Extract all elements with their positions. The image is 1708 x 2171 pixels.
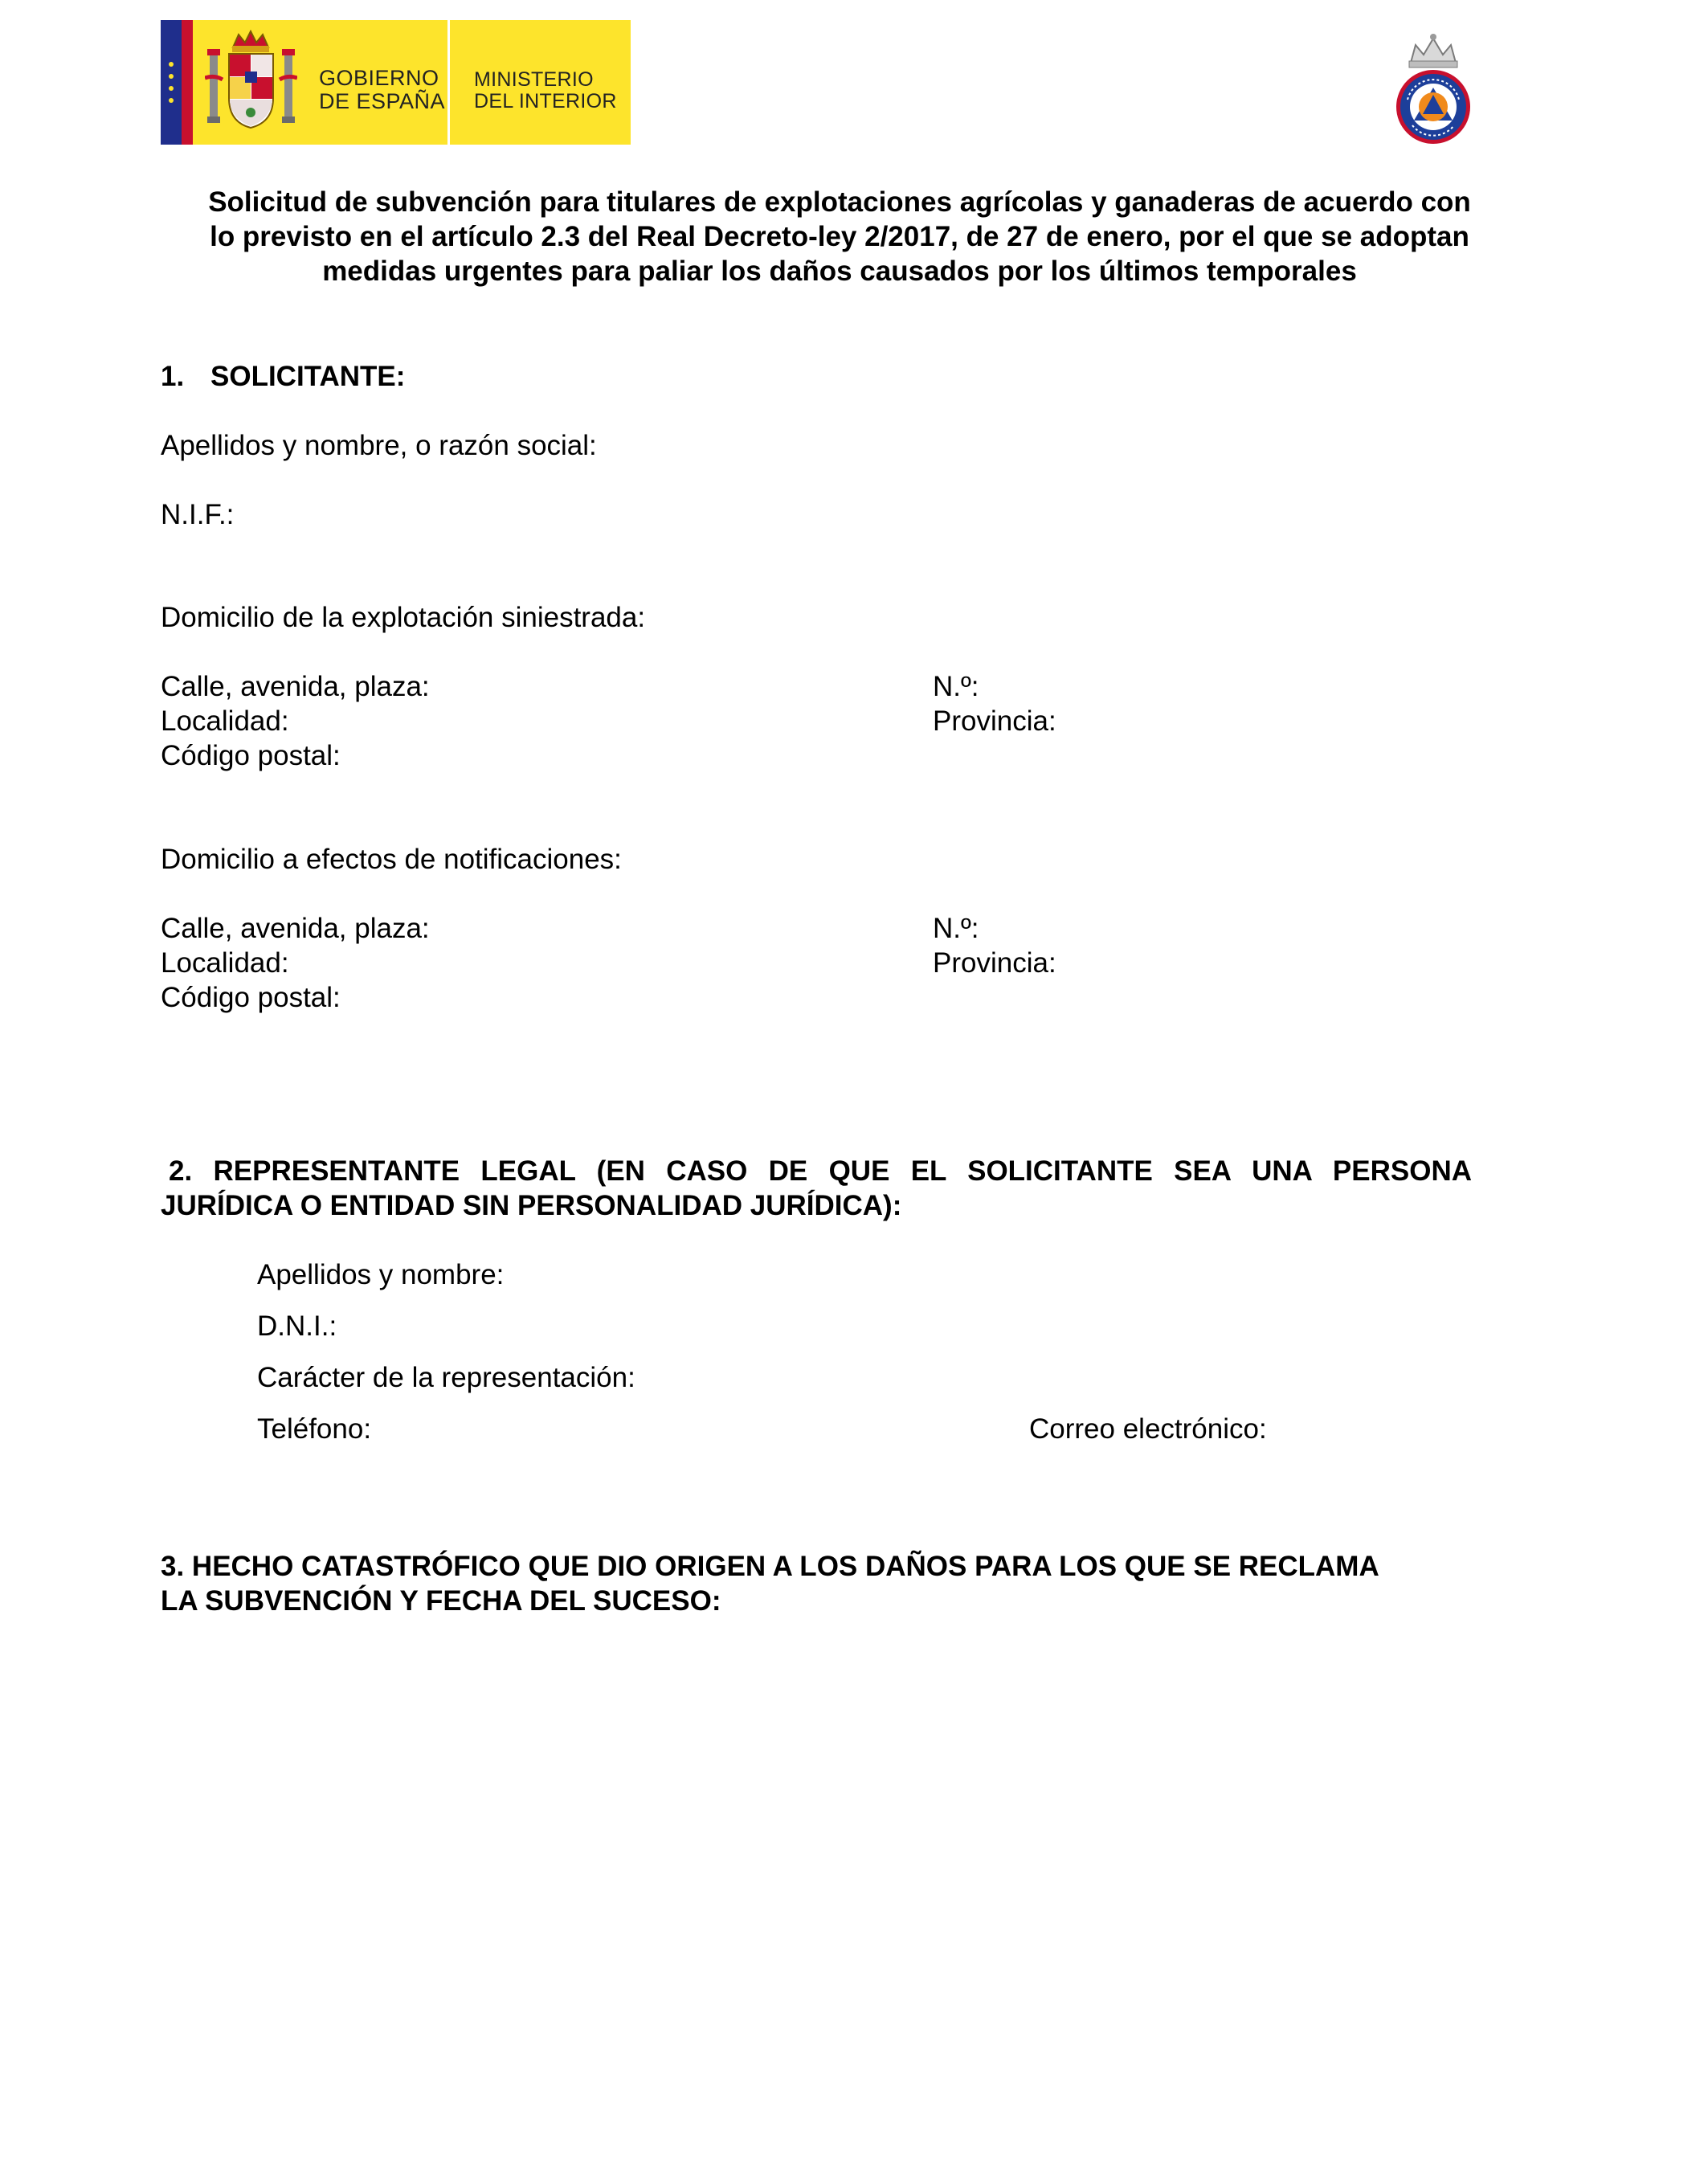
spain-flag-stripe	[182, 20, 193, 145]
notification-province-label: Provincia:	[933, 947, 1056, 979]
notification-number-label: N.º:	[933, 913, 979, 944]
proteccion-civil-emblem-icon	[1393, 31, 1473, 147]
ministerio-text: MINISTERIO DEL INTERIOR	[474, 68, 617, 112]
eu-flag-strip	[161, 20, 182, 145]
farm-province-label: Provincia:	[933, 705, 1056, 737]
section-1-number: 1.	[161, 361, 185, 392]
applicant-name-label: Apellidos y nombre, o razón social:	[161, 430, 597, 461]
coat-of-arms-icon	[205, 30, 297, 134]
title-line-2: lo previsto en el artículo 2.3 del Real Decreto-ley 2/2017, de 27 de enero, por el que se adoptan	[210, 221, 1469, 252]
title-line-3: medidas urgentes para paliar los daños causados por los últimos temporales	[322, 256, 1357, 287]
representative-role-label: Carácter de la representación:	[257, 1362, 635, 1393]
notification-street-label: Calle, avenida, plaza:	[161, 913, 430, 944]
representative-phone-label: Teléfono:	[257, 1413, 372, 1445]
title-line-1: Solicitud de subvención para titulares de explotaciones agrícolas y ganaderas de acuerdo con	[208, 186, 1471, 218]
gobierno-espana-logo	[161, 20, 631, 145]
section-2-heading-line-1: 2. REPRESENTANTE LEGAL (EN CASO DE QUE EL SOLICITANTE SEA UNA PERSONA	[169, 1155, 1472, 1187]
farm-street-label: Calle, avenida, plaza:	[161, 671, 430, 702]
representative-dni-label: D.N.I.:	[257, 1310, 337, 1342]
representative-name-label: Apellidos y nombre:	[257, 1259, 505, 1290]
logo-divider	[447, 20, 450, 145]
proteccion-civil-logo	[1393, 31, 1473, 147]
document-title	[161, 185, 1518, 288]
notification-address-heading: Domicilio a efectos de notificaciones:	[161, 844, 622, 875]
farm-address-heading: Domicilio de la explotación siniestrada:	[161, 602, 646, 633]
section-2-heading-line-2: JURÍDICA O ENTIDAD SIN PERSONALIDAD JURÍDICA):	[161, 1190, 902, 1221]
farm-postal-label: Código postal:	[161, 740, 341, 771]
farm-locality-label: Localidad:	[161, 705, 289, 737]
notification-locality-label: Localidad:	[161, 947, 289, 979]
notification-postal-label: Código postal:	[161, 982, 341, 1013]
applicant-nif-label: N.I.F.:	[161, 499, 235, 530]
section-3-heading-line-1: 3. HECHO CATASTRÓFICO QUE DIO ORIGEN A LOS DAÑOS PARA LOS QUE SE RECLAMA	[161, 1551, 1379, 1582]
gobierno-text: GOBIERNO DE ESPAÑA	[319, 66, 446, 113]
farm-number-label: N.º:	[933, 671, 979, 702]
section-1-heading: SOLICITANTE:	[210, 361, 406, 392]
representative-email-label: Correo electrónico:	[1029, 1413, 1267, 1445]
section-3-heading-line-2: LA SUBVENCIÓN Y FECHA DEL SUCESO:	[161, 1585, 721, 1617]
